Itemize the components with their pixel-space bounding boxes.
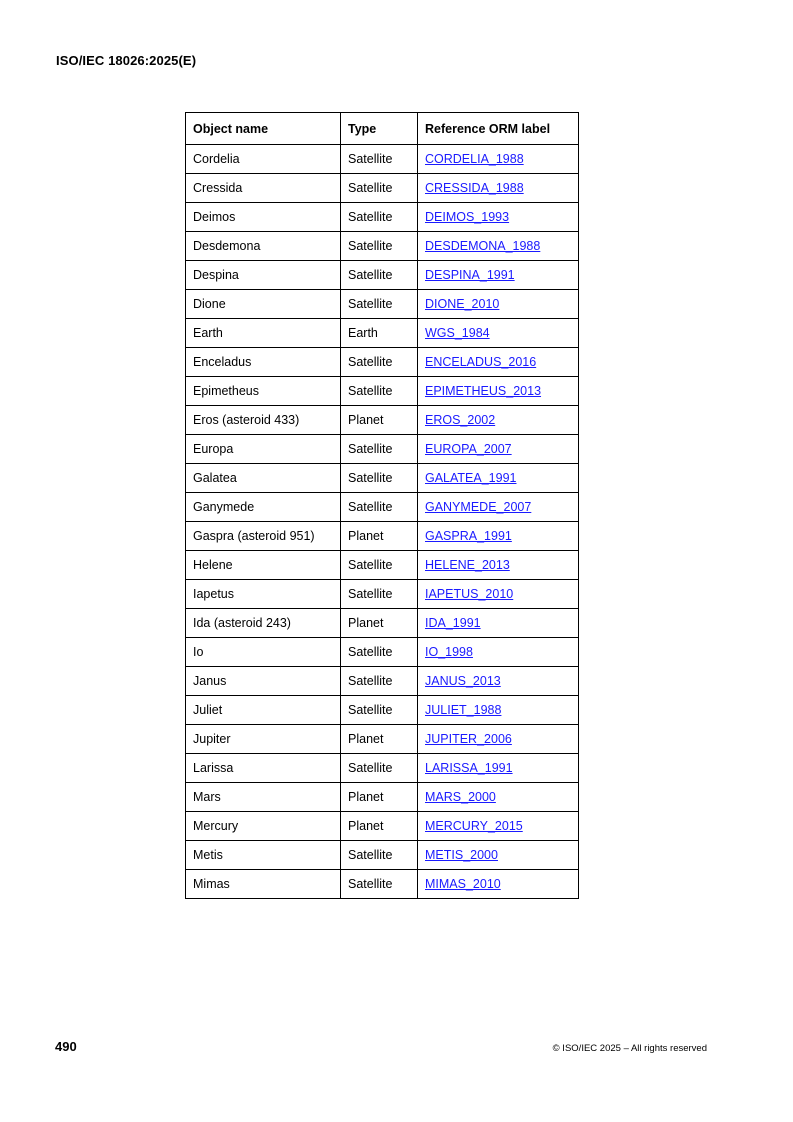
column-header-type: Type	[341, 113, 418, 145]
orm-label-link[interactable]: GASPRA_1991	[425, 529, 512, 543]
orm-label-link[interactable]: HELENE_2013	[425, 558, 510, 572]
type-cell: Satellite	[341, 551, 418, 580]
object-name-cell: Desdemona	[186, 232, 341, 261]
reference-orm-label-cell	[418, 290, 579, 319]
orm-label-link[interactable]: ENCELADUS_2016	[425, 355, 537, 369]
type-cell: Planet	[341, 522, 418, 551]
table-row	[186, 522, 579, 551]
type-cell: Satellite	[341, 174, 418, 203]
column-header-reference-orm-label: Reference ORM label	[418, 113, 579, 145]
orm-table	[185, 112, 579, 899]
object-name-cell: Dione	[186, 290, 341, 319]
table-row	[186, 638, 579, 667]
table-header-row	[186, 113, 579, 145]
object-name-cell: Galatea	[186, 464, 341, 493]
table-row	[186, 696, 579, 725]
type-cell: Planet	[341, 609, 418, 638]
object-name-cell: Juliet	[186, 696, 341, 725]
object-name-cell: Gaspra (asteroid 951)	[186, 522, 341, 551]
reference-orm-label-cell	[418, 377, 579, 406]
orm-label-link[interactable]: MIMAS_2010	[425, 877, 501, 891]
orm-label-link[interactable]: WGS_1984	[425, 326, 490, 340]
type-cell: Satellite	[341, 377, 418, 406]
reference-orm-label-cell	[418, 174, 579, 203]
table-row	[186, 812, 579, 841]
orm-label-link[interactable]: EPIMETHEUS_2013	[425, 384, 542, 398]
object-name-cell: Deimos	[186, 203, 341, 232]
reference-orm-label-cell	[418, 261, 579, 290]
orm-label-link[interactable]: DIONE_2010	[425, 297, 500, 311]
orm-label-link[interactable]: GANYMEDE_2007	[425, 500, 532, 514]
reference-orm-label-cell	[418, 580, 579, 609]
table-row	[186, 493, 579, 522]
orm-label-link[interactable]: IDA_1991	[425, 616, 481, 630]
reference-orm-label-cell	[418, 841, 579, 870]
orm-label-link[interactable]: MARS_2000	[425, 790, 496, 804]
reference-orm-label-cell	[418, 145, 579, 174]
object-name-cell: Ganymede	[186, 493, 341, 522]
table-row	[186, 406, 579, 435]
type-cell: Earth	[341, 319, 418, 348]
reference-orm-label-cell	[418, 725, 579, 754]
object-name-cell: Jupiter	[186, 725, 341, 754]
orm-label-link[interactable]: CRESSIDA_1988	[425, 181, 524, 195]
type-cell: Satellite	[341, 232, 418, 261]
document-id: ISO/IEC 18026:2025(E)	[56, 53, 197, 68]
page-number: 490	[55, 1039, 77, 1054]
orm-label-link[interactable]: DEIMOS_1993	[425, 210, 510, 224]
object-name-cell: Cressida	[186, 174, 341, 203]
reference-orm-label-cell	[418, 522, 579, 551]
table-body	[186, 145, 579, 899]
object-name-cell: Mars	[186, 783, 341, 812]
table-row	[186, 348, 579, 377]
object-name-cell: Earth	[186, 319, 341, 348]
reference-orm-label-cell	[418, 667, 579, 696]
orm-label-link[interactable]: CORDELIA_1988	[425, 152, 524, 166]
type-cell: Satellite	[341, 870, 418, 899]
table-row	[186, 754, 579, 783]
orm-label-link[interactable]: EROS_2002	[425, 413, 496, 427]
object-name-cell: Despina	[186, 261, 341, 290]
orm-label-link[interactable]: IO_1998	[425, 645, 473, 659]
type-cell: Planet	[341, 725, 418, 754]
type-cell: Satellite	[341, 580, 418, 609]
reference-orm-label-cell	[418, 406, 579, 435]
reference-orm-label-cell	[418, 203, 579, 232]
table-row	[186, 290, 579, 319]
type-cell: Satellite	[341, 261, 418, 290]
type-cell: Satellite	[341, 696, 418, 725]
table-row	[186, 464, 579, 493]
object-name-cell: Iapetus	[186, 580, 341, 609]
table-row	[186, 232, 579, 261]
reference-orm-label-cell	[418, 812, 579, 841]
orm-label-link[interactable]: LARISSA_1991	[425, 761, 513, 775]
type-cell: Satellite	[341, 348, 418, 377]
reference-orm-label-cell	[418, 783, 579, 812]
object-name-cell: Ida (asteroid 243)	[186, 609, 341, 638]
orm-label-link[interactable]: IAPETUS_2010	[425, 587, 514, 601]
orm-label-link[interactable]: JULIET_1988	[425, 703, 502, 717]
type-cell: Satellite	[341, 638, 418, 667]
table-row	[186, 203, 579, 232]
object-name-cell: Io	[186, 638, 341, 667]
type-cell: Satellite	[341, 754, 418, 783]
orm-label-link[interactable]: JUPITER_2006	[425, 732, 512, 746]
orm-label-link[interactable]: EUROPA_2007	[425, 442, 512, 456]
orm-label-link[interactable]: METIS_2000	[425, 848, 498, 862]
object-name-cell: Helene	[186, 551, 341, 580]
orm-label-link[interactable]: DESDEMONA_1988	[425, 239, 541, 253]
reference-orm-label-cell	[418, 435, 579, 464]
type-cell: Satellite	[341, 841, 418, 870]
reference-orm-label-cell	[418, 464, 579, 493]
reference-orm-label-cell	[418, 232, 579, 261]
object-name-cell: Europa	[186, 435, 341, 464]
column-header-object-name: Object name	[186, 113, 341, 145]
object-name-cell: Larissa	[186, 754, 341, 783]
table-row	[186, 377, 579, 406]
table-row	[186, 319, 579, 348]
table-row	[186, 783, 579, 812]
reference-orm-label-cell	[418, 638, 579, 667]
type-cell: Satellite	[341, 145, 418, 174]
type-cell: Satellite	[341, 435, 418, 464]
table-row	[186, 435, 579, 464]
table-row	[186, 667, 579, 696]
table-row	[186, 841, 579, 870]
table-row	[186, 870, 579, 899]
reference-orm-label-cell	[418, 754, 579, 783]
object-name-cell: Cordelia	[186, 145, 341, 174]
reference-orm-label-cell	[418, 348, 579, 377]
type-cell: Planet	[341, 812, 418, 841]
table-row	[186, 174, 579, 203]
table-row	[186, 580, 579, 609]
object-name-cell: Enceladus	[186, 348, 341, 377]
object-name-cell: Metis	[186, 841, 341, 870]
object-name-cell: Mercury	[186, 812, 341, 841]
table-row	[186, 725, 579, 754]
orm-label-link[interactable]: DESPINA_1991	[425, 268, 515, 282]
type-cell: Satellite	[341, 493, 418, 522]
reference-orm-label-cell	[418, 319, 579, 348]
reference-orm-label-cell	[418, 696, 579, 725]
object-name-cell: Epimetheus	[186, 377, 341, 406]
type-cell: Satellite	[341, 203, 418, 232]
table-row	[186, 261, 579, 290]
object-name-cell: Mimas	[186, 870, 341, 899]
table-row	[186, 145, 579, 174]
orm-label-link[interactable]: GALATEA_1991	[425, 471, 517, 485]
orm-label-link[interactable]: JANUS_2013	[425, 674, 501, 688]
type-cell: Planet	[341, 406, 418, 435]
object-name-cell: Eros (asteroid 433)	[186, 406, 341, 435]
reference-orm-label-cell	[418, 609, 579, 638]
table-row	[186, 609, 579, 638]
reference-orm-label-cell	[418, 551, 579, 580]
type-cell: Planet	[341, 783, 418, 812]
type-cell: Satellite	[341, 667, 418, 696]
reference-orm-label-cell	[418, 870, 579, 899]
type-cell: Satellite	[341, 464, 418, 493]
table-row	[186, 551, 579, 580]
object-name-cell: Janus	[186, 667, 341, 696]
type-cell: Satellite	[341, 290, 418, 319]
orm-label-link[interactable]: MERCURY_2015	[425, 819, 523, 833]
copyright-notice: © ISO/IEC 2025 – All rights reserved	[552, 1043, 707, 1054]
reference-orm-label-cell	[418, 493, 579, 522]
